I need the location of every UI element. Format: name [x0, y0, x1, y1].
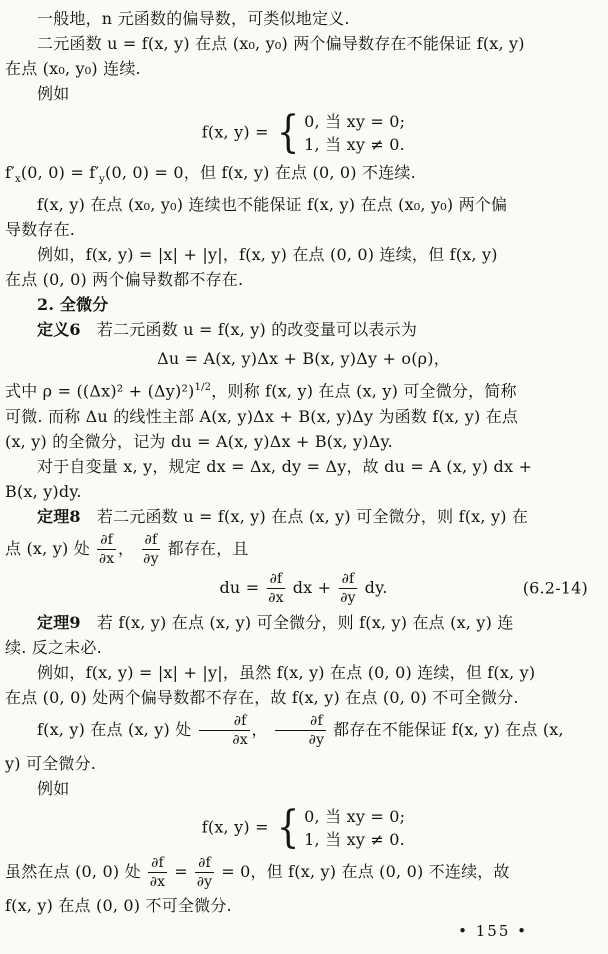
fraction: [148, 855, 167, 890]
fraction-numerator: ∂f: [195, 855, 214, 873]
fraction-denominator: ∂y: [308, 731, 325, 748]
fraction-numerator: ∂f: [97, 532, 116, 550]
example-abs-line-2: 在点 (0, 0) 两个偏导数都不存在.: [5, 270, 244, 290]
subscript: x: [14, 174, 21, 186]
conclusion-line-1: 虽然在点 (0, 0) 处 $\frac{\partial f}{\partial x}$ = $\frac{\partial f}{\partial y}$ = 0，但 f(x, y) 在点 (0, 0) 不连续，故: [5, 854, 510, 890]
piecewise-function-1: f(x, y) = { 0, 当 xy = 0; 1, 当 xy ≠ 0.: [201, 107, 406, 158]
bold-text: 定理9: [37, 612, 81, 632]
partials-not-sufficient-line-1: f(x, y) 在点 (x, y) 处 $\frac{\partial f}{\partial x}$ ， $\frac{\partial f}{\partial y}$ 都存在不能保证 f(x, y) 在点 (x,: [37, 712, 564, 748]
page-lines: [5, 6, 602, 918]
para-two-partials-line-1: 二元函数 u = f(x, y) 在点 (x₀, y₀) 两个偏导数存在不能保证 f(x, y): [37, 34, 525, 53]
fraction-denominator: ∂x: [232, 731, 248, 748]
example-abs2-line-2: 在点 (0, 0) 处两个偏导数都不存在，故 f(x, y) 在点 (0, 0) 不可全微分.: [5, 687, 519, 707]
fraction-denominator: ∂y: [196, 873, 213, 890]
fraction: [97, 532, 116, 567]
definition6-line-3: 式中 $\rho = ((\Delta x)^2 + (\Delta y)^2)^{1/2}$，则称 f(x, y) 在点 (x, y) 可全微分，简称: [5, 381, 517, 401]
delta-u-equation: Δu = A(x, y)Δx + B(x, y)Δy + o(ρ)，: [157, 349, 450, 369]
partials-not-sufficient-line-2: y) 可全微分.: [5, 753, 97, 773]
fraction: [142, 532, 161, 567]
theorem9-line-2: 续. 反之未必.: [5, 637, 102, 657]
para-two-partials-line-2: 在点 (x₀, y₀) 连续.: [5, 59, 141, 78]
cases-rows: [304, 110, 405, 156]
bold-text: 2. 全微分: [37, 295, 109, 315]
example-abs2-line-1: 例如，f(x, y) = |x| + |y|，虽然 f(x, y) 在点 (0, 0) 连续，但 f(x, y): [37, 662, 536, 682]
fraction-denominator: ∂y: [143, 550, 159, 567]
case-row: 0, 当 xy = 0;: [304, 806, 406, 826]
theorem9-line-1: 定理9 若 f(x, y) 在点 (x, y) 可全微分，则 f(x, y) 在点 (x, y) 连: [37, 612, 514, 632]
section-heading: [5, 292, 602, 317]
intro-line: 一般地，n 元函数的偏导数，可类似地定义.: [37, 9, 350, 28]
fraction-numerator: ∂f: [339, 571, 358, 589]
conclusion-line-2: f(x, y) 在点 (0, 0) 不可全微分.: [5, 895, 232, 915]
fraction-numerator: ∂f: [275, 713, 326, 731]
fraction-denominator: ∂x: [98, 550, 115, 567]
fraction: [275, 713, 326, 748]
case-row: 1, 当 xy ≠ 0.: [304, 829, 405, 849]
left-brace: {: [276, 801, 300, 853]
definition6-line-5: (x, y) 的全微分，记为 du = A(x, y)Δx + B(x, y)Δy.: [5, 431, 393, 451]
definition6-line-1: 定义6 若二元函数 u = f(x, y) 的改变量可以表示为: [37, 320, 418, 340]
case-row: 0, 当 xy = 0;: [304, 112, 406, 131]
total-differential-equation: du = $\frac{\partial f}{\partial x}$ dx + $\frac{\partial f}{\partial y}$ dy. (6.2-14): [219, 570, 588, 606]
bold-text: 定理8: [37, 506, 81, 526]
para-continuity-converse-line-2: 导数存在.: [5, 220, 76, 240]
example-label-2: 例如: [37, 778, 70, 798]
superscript: 1/2: [194, 382, 212, 394]
piecewise-function-2: f(x, y) = { 0, 当 xy = 0; 1, 当 xy ≠ 0.: [201, 801, 406, 853]
definition6-line-4: 可微. 而称 Δu 的线性主部 A(x, y)Δx + B(x, y)Δy 为函数 f(x, y) 在点: [5, 406, 519, 426]
fraction-numerator: ∂f: [142, 532, 161, 550]
bold-text: 定义6: [37, 320, 81, 340]
subscript: y: [99, 174, 106, 186]
fraction: [199, 713, 250, 748]
fraction-numerator: ∂f: [148, 855, 167, 873]
fraction: [267, 571, 286, 606]
example-label-1: 例如: [37, 84, 70, 103]
fraction: [195, 855, 214, 890]
independent-vars-line-1: 对于自变量 x, y，规定 dx = Δx, dy = Δy，故 du = A (x, y) dx +: [37, 456, 533, 476]
fraction-numerator: ∂f: [267, 571, 286, 589]
example-abs-line-1: 例如，f(x, y) = |x| + |y|，f(x, y) 在点 (0, 0) 连续，但 f(x, y): [37, 245, 498, 265]
fraction-denominator: ∂x: [149, 873, 166, 890]
para-continuity-converse-line-1: f(x, y) 在点 (x₀, y₀) 连续也不能保证 f(x, y) 在点 (x₀, y₀) 两个偏: [37, 195, 508, 215]
independent-vars-line-2: B(x, y)dy.: [5, 481, 82, 501]
theorem8-line-2: 点 (x, y) 处 $\frac{\partial f}{\partial x}$ ， $\frac{\partial f}{\partial y}$ 都存在，且: [5, 531, 249, 567]
piecewise-cases: [274, 801, 406, 853]
left-brace: {: [276, 107, 300, 158]
fraction-denominator: ∂y: [340, 589, 356, 606]
piecewise-cases: [274, 107, 406, 158]
case-row: 1, 当 xy ≠ 0.: [304, 135, 405, 154]
fraction: [339, 571, 358, 606]
fraction-denominator: ∂x: [268, 589, 284, 606]
equation-number: (6.2-14): [522, 578, 588, 598]
theorem8-line-1: 定理8 若二元函数 u = f(x, y) 在点 (x, y) 可全微分，则 f(x, y) 在: [37, 506, 529, 526]
cases-rows: [304, 805, 405, 851]
page-number: • 155 •: [458, 922, 528, 940]
partials-at-origin-line: $f'_x(0$, $0) = f'_y(0$, 0) = 0，但 f(x, y) 在点 (0, 0) 不连续.: [5, 163, 416, 186]
fraction-numerator: ∂f: [199, 713, 250, 731]
